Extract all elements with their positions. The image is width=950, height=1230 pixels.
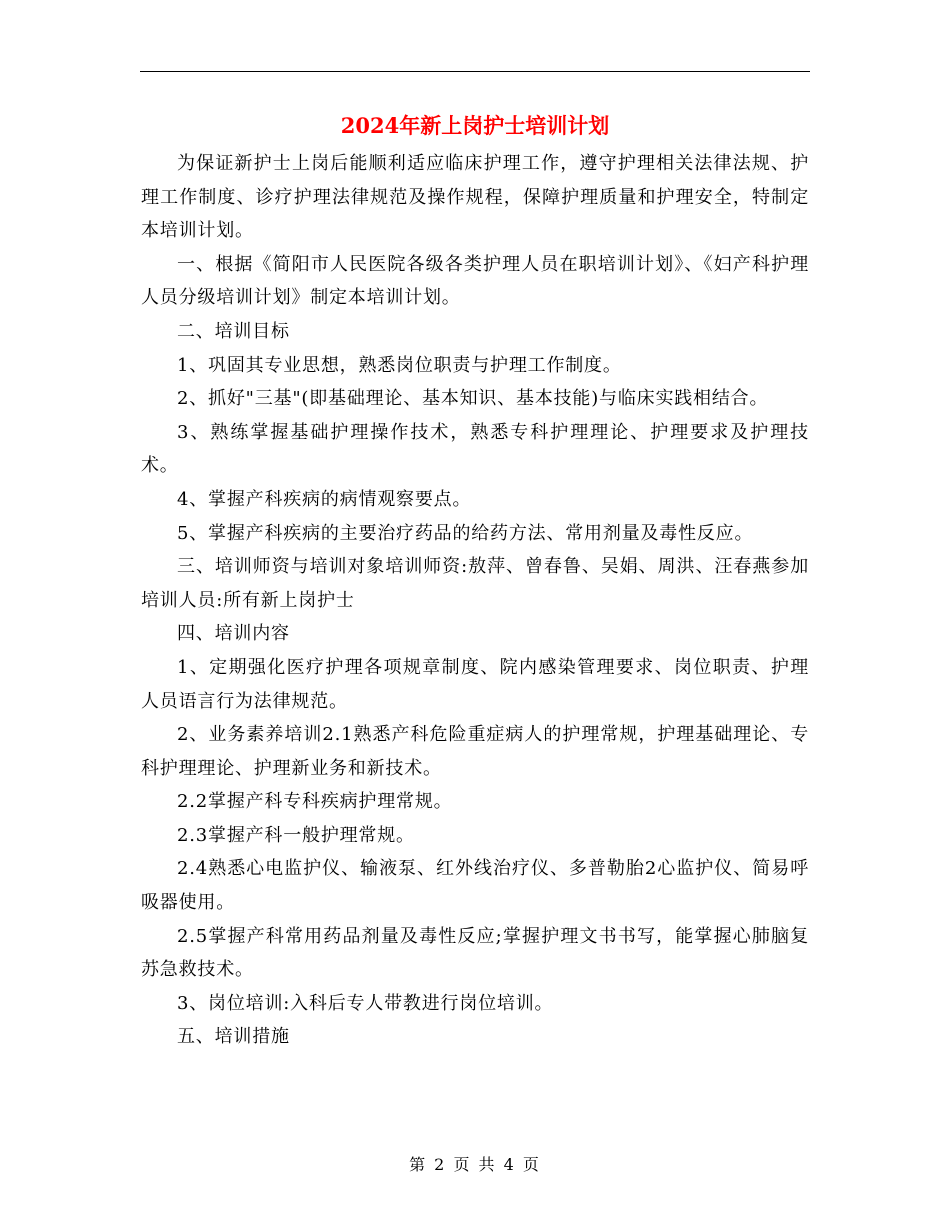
- paragraph: 2.2掌握产科专科疾病护理常规。: [177, 791, 453, 813]
- header-rule: [140, 71, 810, 72]
- document-title: 2024年新上岗护士培训计划: [340, 113, 610, 138]
- paragraph: 2、抓好"三基"(即基础理论、基本知识、基本技能)与临床实践相结合。: [177, 388, 769, 410]
- paragraph: 1、巩固其专业思想，熟悉岗位职责与护理工作制度。: [177, 354, 622, 376]
- paragraph: 5、掌握产科疾病的主要治疗药品的给药方法、常用剂量及毒性反应。: [177, 522, 754, 544]
- paragraph: 3、岗位培训:入科后专人带教进行岗位培训。: [177, 992, 554, 1014]
- paragraph: 3、熟练掌握基础护理操作技术，熟悉专科护理理论、护理要求及护理技术。: [141, 421, 809, 477]
- paragraph: 2、业务素养培训2.1熟悉产科危险重症病人的护理常规，护理基础理论、专科护理理论、护理新业务和新技术。: [141, 724, 809, 779]
- paragraph: 4、掌握产科疾病的病情观察要点。: [177, 488, 472, 510]
- document-body: [141, 147, 809, 1054]
- paragraph: 三、培训师资与培训对象培训师资:敖萍、曾春鲁、吴娟、周洪、汪春燕参加培训人员:所有新上岗护士: [141, 556, 809, 611]
- paragraph: 2.4熟悉心电监护仪、输液泵、红外线治疗仪、多普勒胎2心监护仪、简易呼吸器使用。: [141, 858, 809, 914]
- paragraph: 2.5掌握产科常用药品剂量及毒性反应;掌握护理文书书写，能掌握心肺脑复苏急救技术。: [141, 925, 809, 981]
- paragraph: 四、培训内容: [177, 623, 290, 645]
- paragraph: 为保证新护士上岗后能顺利适应临床护理工作，遵守护理相关法律法规、护理工作制度、诊疗护理法律规范及操作规程，保障护理质量和护理安全，特制定本培训计划。: [141, 153, 809, 242]
- paragraph: 一、根据《简阳市人民医院各级各类护理人员在职培训计划》、《妇产科护理人员分级培训计划》制定本培训计划。: [141, 253, 809, 309]
- paragraph: 二、培训目标: [177, 320, 290, 342]
- paragraph: 1、定期强化医疗护理各项规章制度、院内感染管理要求、岗位职责、护理人员语言行为法律规范。: [141, 656, 809, 712]
- page-number: 第 2 页 共 4 页: [409, 1155, 541, 1174]
- paragraph: 五、培训措施: [177, 1026, 290, 1048]
- paragraph: 2.3掌握产科一般护理常规。: [177, 824, 415, 846]
